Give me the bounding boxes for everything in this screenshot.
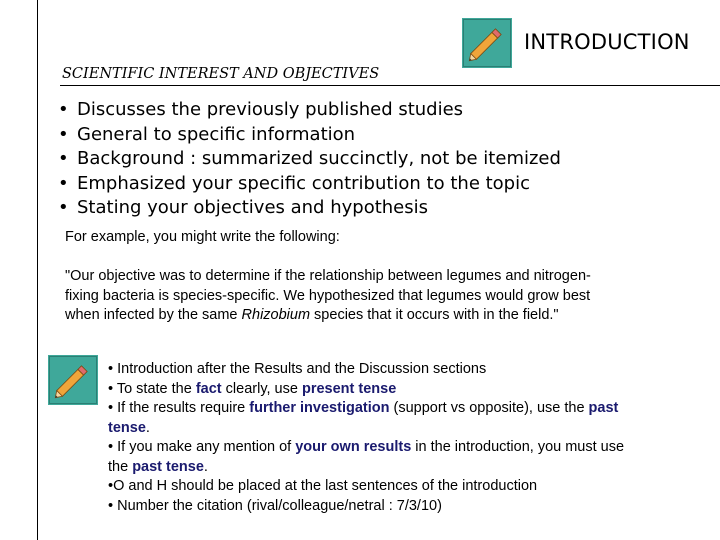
- list-item: • Emphasized your specific contribution to the topic: [58, 172, 561, 197]
- highlight-term: tense: [108, 419, 146, 436]
- note-item: • If you make any mention of your own results in the introduction, you must use: [108, 439, 625, 455]
- quote-line: "Our objective was to determine if the relationship between legumes and nitrogen-: [65, 268, 591, 284]
- note-item-continued: tense.: [108, 419, 150, 436]
- pencil-icon: [48, 355, 98, 405]
- example-quote: [65, 267, 685, 326]
- bullet-glyph: •: [58, 148, 69, 169]
- note-item: • To state the fact clearly, use present tense: [108, 380, 397, 397]
- quote-line: when infected by the same Rhizobium species that it occurs with in the field.": [65, 307, 559, 323]
- example-intro-text: For example, you might write the following:: [65, 229, 340, 245]
- highlight-term: fact: [195, 380, 222, 397]
- note-item: • Number the citation (rival/colleague/netral : 7/3/10): [108, 497, 442, 514]
- species-name: Rhizobium: [241, 307, 311, 323]
- list-item: • General to specific information: [58, 123, 561, 148]
- list-item: • Stating your objectives and hypothesis: [58, 196, 561, 221]
- note-item-continued: the past tense.: [108, 458, 208, 475]
- pencil-icon: [462, 18, 512, 68]
- highlight-term: past tense: [132, 458, 204, 475]
- bullet-glyph: •: [58, 99, 69, 120]
- highlight-term: further investigation: [249, 400, 390, 416]
- note-item: • If the results require further investigation (support vs opposite), use the past: [108, 400, 619, 416]
- list-item: • Discusses the previously published studies: [58, 98, 561, 123]
- highlight-term: present tense: [301, 380, 397, 397]
- writing-notes: [108, 360, 708, 516]
- list-item: • Background : summarized succinctly, not be itemized: [58, 147, 561, 172]
- header-divider: [60, 85, 720, 86]
- bullet-glyph: •: [58, 123, 69, 145]
- quote-line: fixing bacteria is species-specific. We hypothesized that legumes would grow best: [65, 287, 591, 304]
- left-margin-rule: [37, 0, 38, 540]
- highlight-term: past: [588, 400, 619, 416]
- section-subtitle: SCIENTIFIC INTEREST AND OBJECTIVES: [62, 66, 380, 82]
- note-item: •O and H should be placed at the last sentences of the introduction: [108, 478, 538, 494]
- bullet-glyph: •: [58, 172, 69, 194]
- page-title: INTRODUCTION: [524, 30, 690, 54]
- highlight-term: your own results: [295, 439, 412, 455]
- note-item: • Introduction after the Results and the Discussion sections: [108, 361, 487, 377]
- objectives-list: [58, 98, 561, 221]
- bullet-glyph: •: [58, 197, 69, 218]
